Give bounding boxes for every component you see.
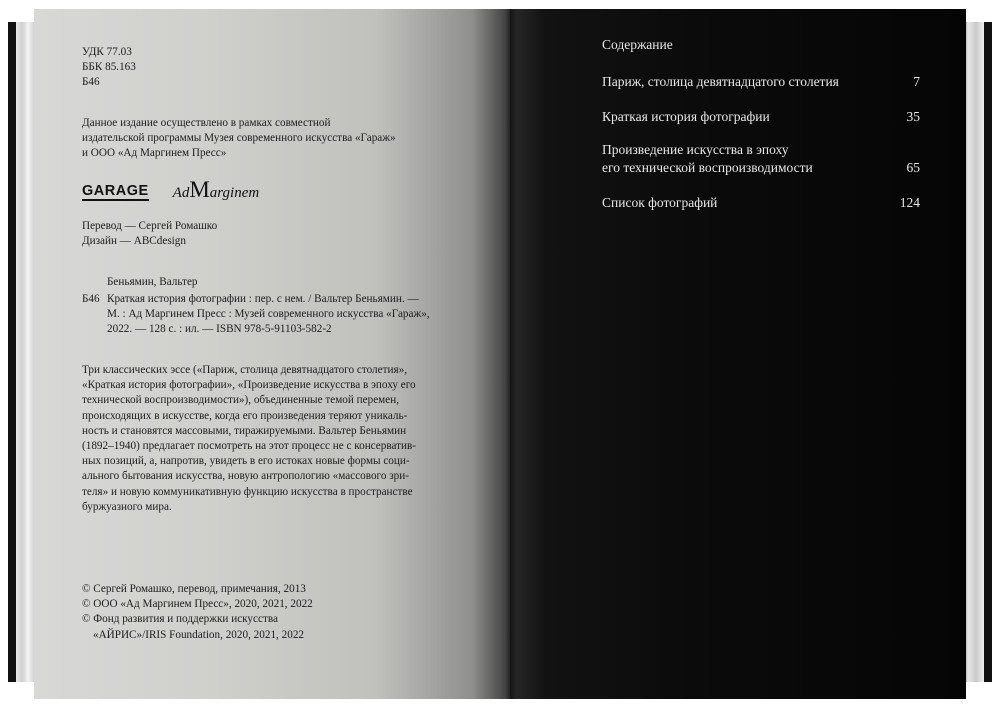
publisher-logos: [82, 175, 259, 201]
copyright-line: © Сергей Ромашко, перевод, примечания, 2013: [82, 583, 306, 595]
udk-line: УДК 77.03: [82, 46, 132, 58]
catalog-line: 2022. — 128 с. : ил. — ISBN 978-5-91103-582-2: [107, 323, 332, 336]
toc-entry: [602, 108, 920, 126]
toc-entry: [602, 73, 920, 91]
left-page: [34, 9, 510, 699]
toc-entry-title: Краткая история фотографии: [602, 109, 770, 124]
book-edge-right: [962, 22, 992, 682]
annotation: [82, 363, 416, 515]
toc-entry: [602, 141, 920, 177]
copyright-line: «АЙРИС»/IRIS Foundation, 2020, 2021, 2022: [93, 628, 305, 641]
credits-block: [82, 219, 217, 249]
publisher-note-line: издательской программы Музея современного искусства «Гараж»: [82, 132, 396, 145]
annotation-line: теля» и новую коммуникативную функцию искусства в пространстве: [82, 485, 413, 498]
publisher-note-line: и ООО «Ад Маргинем Пресс»: [82, 147, 227, 160]
annotation-line: Три классических эссе («Париж, столица девятнадцатого столетия»,: [82, 364, 407, 376]
copyright-block: [82, 582, 313, 643]
annotation-line: ального бытования искусства, новую антропологию «массового зри-: [82, 470, 409, 483]
annotation-line: ность и становятся массовыми, тиражируемыми. Вальтер Беньямин: [82, 424, 407, 437]
book-spine-shadow: [505, 9, 517, 699]
annotation-line: происходящих в искусстве, когда его произведения теряют уникаль-: [82, 409, 408, 422]
annotation-line: «Краткая история фотографии», «Произведение искусства в эпоху его: [82, 379, 416, 392]
bbk-line: ББК 85.163: [82, 61, 136, 74]
publisher-note: [82, 116, 396, 162]
annotation-line: ных позиций, а, напротив, увидеть в его истоках новые формы соци-: [82, 455, 410, 468]
annotation-line: технической воспроизводимости»), объединенные темой перемен,: [82, 394, 399, 407]
copyright-line: © ООО «Ад Маргинем Пресс», 2020, 2021, 2022: [82, 598, 313, 611]
catalog-line: М. : Ад Маргинем Пресс : Музей современного искусства «Гараж»,: [107, 308, 430, 321]
classification-block: [82, 45, 136, 91]
right-page: [510, 9, 966, 699]
toc-entry-page: 124: [899, 195, 920, 210]
toc-entry-title: Париж, столица девятнадцатого столетия: [602, 74, 839, 89]
author-mark-line: Б46: [82, 76, 100, 89]
toc-entry-page: 65: [906, 160, 920, 175]
ad-marginem-initial: M: [189, 177, 210, 202]
garage-logo: GARAGE: [82, 183, 149, 199]
publisher-note-line: Данное издание осуществлено в рамках совместной: [82, 117, 331, 129]
toc-entry-page: 35: [906, 109, 920, 124]
ad-marginem-prefix: Ad: [172, 185, 190, 201]
copyright-line: © Фонд развития и поддержки искусства: [82, 613, 278, 626]
catalog-line: Краткая история фотографии : пер. с нем. / Вальтер Беньямин. —: [107, 293, 419, 305]
toc-entry-title: Список фотографий: [602, 195, 718, 210]
catalog-code: Б46: [82, 293, 100, 305]
ad-marginem-rest: arginem: [209, 185, 260, 201]
catalog-author: Беньямин, Вальтер: [107, 276, 198, 288]
toc-title: Содержание: [602, 37, 673, 52]
annotation-line: буржуазного мира.: [82, 500, 172, 513]
ad-marginem-logo: [172, 177, 260, 202]
toc-entry-title: Произведение искусства в эпоху: [602, 142, 789, 157]
toc-entry: [602, 194, 920, 212]
translator-credit: Перевод — Сергей Ромашко: [82, 220, 218, 232]
toc-entry-title: его технической воспроизводимости: [602, 160, 813, 175]
design-credit: Дизайн — ABCdesign: [82, 235, 186, 248]
catalog-description: [107, 292, 430, 338]
toc-entry-page: 7: [913, 74, 920, 89]
annotation-line: (1892–1940) предлагает посмотреть на этот процесс не с консерватив-: [82, 440, 417, 453]
